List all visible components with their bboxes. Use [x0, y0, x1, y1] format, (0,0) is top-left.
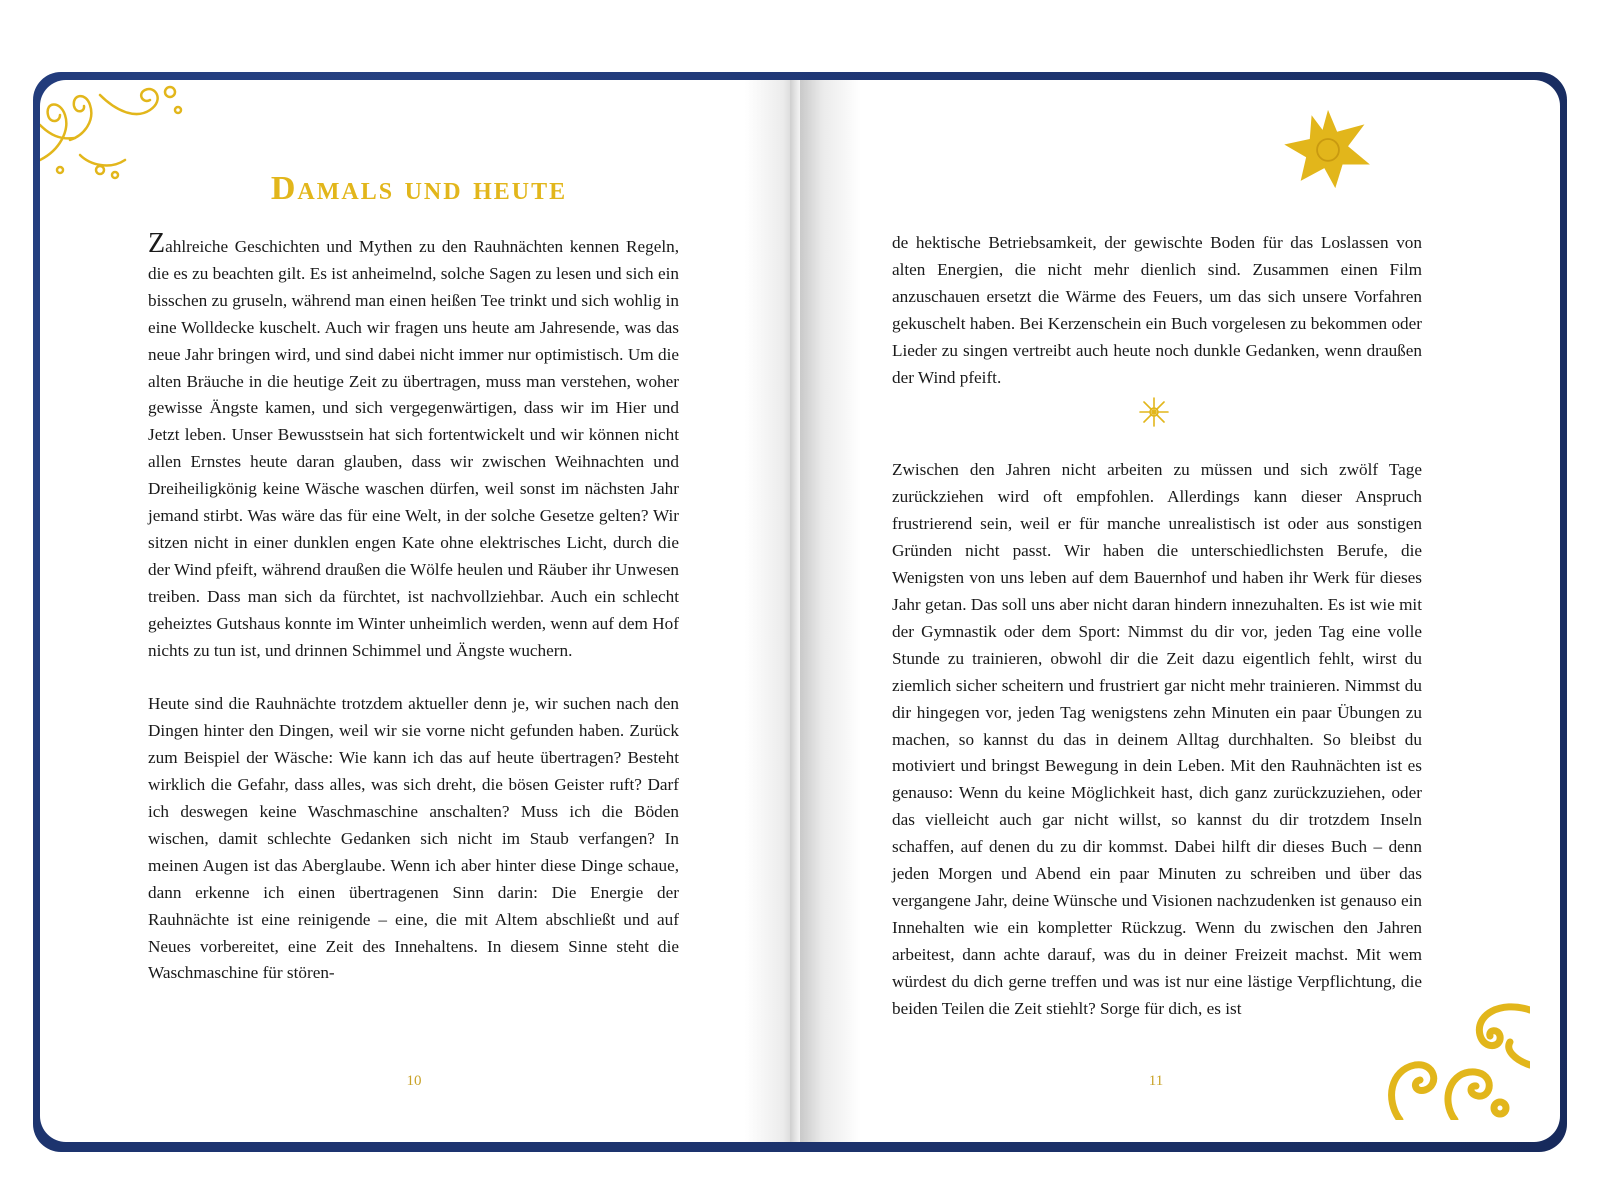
snowflake-divider-icon	[1138, 396, 1170, 428]
right-body-text	[892, 230, 1422, 1049]
page-number-left: 10	[406, 1073, 422, 1089]
star-icon	[1282, 108, 1374, 190]
left-paragraph-2: Heute sind die Rauhnächte trotzdem aktueller denn je, wir suchen nach den Dingen hinter den Dingen, weil wir sie vorne nicht gefunden haben. Zurück zum Beispiel der Wäsche: Wie kann ich das auf heute übertragen? Besteht wirklich die Gefahr, dass alles, was sich dreht, die bösen Geister ruft? Darf ich deswegen keine Waschmaschine anschalten? Muss ich die Böden wischen, damit schlechte Gedanken sich nicht im Staub verfangen? In meinen Augen ist das Aberglaube. Wenn ich aber hinter diese Dinge schaue, dann erkenne ich einen übertragenen Sinn darin: Die Energie der Rauhnächte ist eine reinigende – eine, die mit Altem abschließt und auf Neues vorbereitet, eine Zeit des Innehaltens. In diesem Sinne steht die Waschmaschine für stören-	[148, 694, 679, 983]
left-page	[40, 80, 798, 1142]
left-paragraph-1: Zahlreiche Geschichten und Mythen zu den Rauhnächten kennen Regeln, die es zu beachten gilt. Es ist anheimelnd, solche Sagen zu lesen und sich ein bisschen zu gruseln, während man einen heißen Tee trinkt und sich wohlig in eine Wolldecke kuschelt. Auch wir fragen uns heute am Jahresende, was das neue Jahr bringen wird, und sind dabei nicht immer nur optimistisch. Um die alten Bräuche in die heutige Zeit zu übertragen, muss man verstehen, woher gewisse Ängste kamen, und sich vergegenwärtigen, dass wir im Hier und Jetzt leben. Unser Bewusstsein hat sich fortentwickelt und wir können nicht allen Ernstes heute daran glauben, dass wir zwischen Weihnachten und Dreiheiligkönig keine Wäsche waschen dürfen, weil sonst im nächsten Jahr jemand stirbt. Was wäre das für eine Welt, in der solche Gesetze gelten? Wir sitzen nicht in einer dunklen engen Kate ohne elektrisches Licht, durch die der Wind pfeift, während draußen die Wölfe heulen und Räuber ihr Unwesen treiben. Dass man sich da fürchtet, ist nachvollziehbar. Auch ein schlecht geheiztes Gutshaus konnte im Winter unheimlich werden, wenn auf dem Hof nichts zu tun ist, und drinnen Schimmel und Ängste wuchern.	[148, 228, 679, 660]
right-paragraph-1: de hektische Betriebsamkeit, der gewischte Boden für das Loslassen von alten Energien, die nicht mehr dienlich sind. Zusammen einen Film anzuschauen ersetzt die Wärme des Feuers, um das sich unsere Vorfahren gekuschelt haben. Bei Kerzenschein ein Buch vorgelesen zu bekommen oder Lieder zu singen vertreibt auch heute noch dunkle Gedanken, wenn draußen der Wind pfeift.	[892, 233, 1422, 387]
swirl-ornament-icon	[1380, 990, 1530, 1120]
drop-cap: Z	[148, 228, 166, 259]
right-paragraph-2: Zwischen den Jahren nicht arbeiten zu müssen und sich zwölf Tage zurückziehen wird oft empfohlen. Allerdings kann dieser Anspruch frustrierend sein, weil er für manche unrealistisch ist oder aus sonstigen Gründen nicht passt. Wir haben die unterschiedlichsten Berufe, die Wenigsten von uns leben auf dem Bauernhof und haben ihr Werk für dieses Jahr getan. Das soll uns aber nicht daran hindern innezuhalten. Es ist wie mit der Gymnastik oder dem Sport: Nimmst du dir vor, jeden Tag eine volle Stunde zu trainieren, obwohl dir die Zeit dazu eigentlich fehlt, wirst du ziemlich sicher scheitern und frustriert gar nicht mehr trainieren. Nimmst du dir hingegen vor, jeden Tag wenigstens zehn Minuten ein paar Übungen zu machen, so kannst du das in deinem Alltag durchhalten. So bleibst du motiviert und bringst Bewegung in dein Leben. Mit den Rauhnächten ist es genauso: Wenn du keine Möglichkeit hast, dich ganz zurückzuziehen, oder das vielleicht auch gar nicht willst, so kannst du dir trotzdem Inseln schaffen, auf denen du zu dir kommst. Dabei hilft dir dieses Buch – denn jeden Morgen und Abend ein paar Minuten zu schreiben und über das vergangene Jahr, deine Wünsche und Visionen nachzudenken ist genauso ein Innehalten wie ein kompletter Rückzug. Wenn du zwischen den Jahren arbeitest, dann achte darauf, was du in deiner Freizeit machst. Mit wem würdest du dich gerne treffen und was ist nur eine lästige Verpflichtung, die beiden Teilen die Zeit stiehlt? Sorge für dich, es ist	[892, 460, 1422, 1018]
chapter-title: Damals und heute	[270, 170, 568, 207]
right-page	[800, 80, 1560, 1142]
left-body-text	[148, 230, 679, 1014]
page-number-right: 11	[1148, 1073, 1164, 1089]
